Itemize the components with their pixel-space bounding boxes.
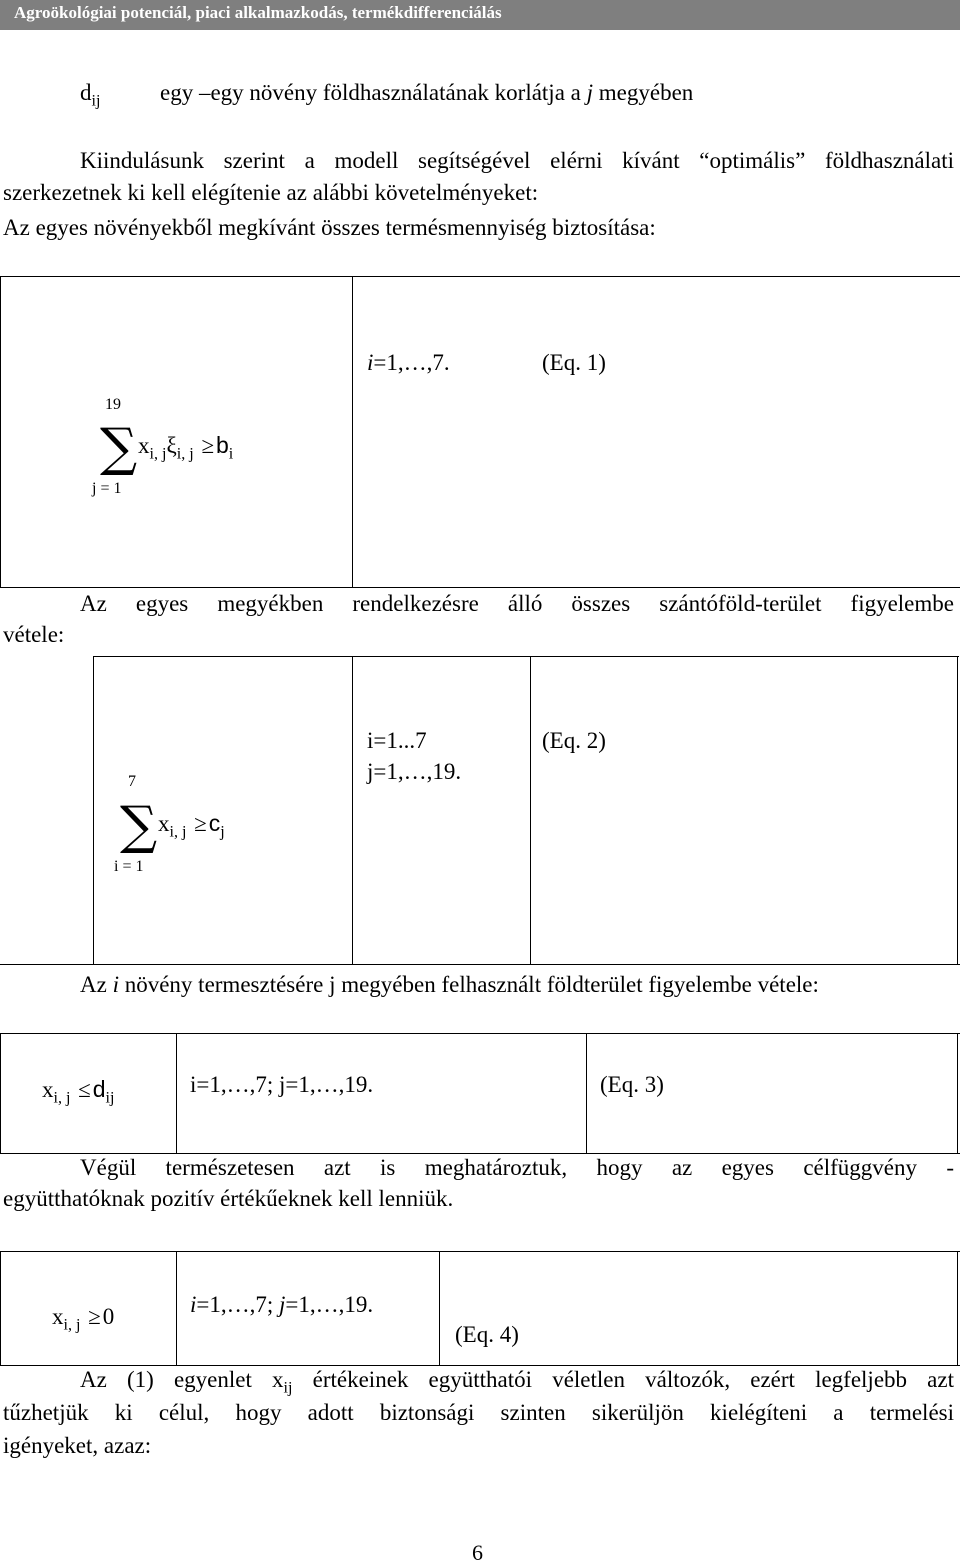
eq3-expression: $x_{i, j}$ ≤ $d_{ij}$ [42,1076,115,1107]
definition-symbol: $d_{ij}$ [80,80,101,110]
eq4-expression: $x_{i, j}$ ≥ 0 [52,1304,115,1334]
paragraph-1-line-1: Kiindulásunk szerint a modell segítségével elérni kívánt “optimális” földhasználati [80,148,954,173]
eq2-expression: $x_{i, j}$ ≥ $c_j$ [158,810,225,841]
eq2-sigma: ∑ [120,796,158,856]
paragraph-3-line-2: vétele: [3,622,65,647]
eq2-sum-lower: i = 1 [114,858,144,875]
running-header: Agroökológiai potenciál, piaci alkalmazkodás, termékdifferenciálás [0,0,960,30]
eq2-range-j: j=1,…,19. [367,759,462,784]
paragraph-1-line-2: szerkezetnek ki kell elégítenie az alábbi követelményeket: [3,180,539,205]
paragraph-5-line-2: együtthatóknak pozitív értékűeknek kell lenniük. [3,1186,454,1211]
eq2-sum-upper: 7 [128,773,136,790]
definition-text: egy –egy növény földhasználatának korlátja a j megyében [160,80,694,105]
eq1-label: (Eq. 1) [542,350,606,375]
paragraph-6-line-1: Az (1) egyenlet $x_{ij}$ értékeinek együtthatói véletlen változók, ezért legfeljebb azt [80,1367,954,1397]
eq3-label: (Eq. 3) [600,1072,664,1097]
paragraph-3-line-1: Az egyes megyékben rendelkezésre álló összes szántóföld-terület figyelembe [80,591,954,616]
paragraph-2: Az egyes növényekből megkívánt összes termésmennyiség biztosítása: [3,215,656,240]
paragraph-6-line-3: igényeket, azaz: [3,1433,152,1458]
eq1-expression: $x_{i, j}\xi_{i, j}$ ≥ $b_i$ [138,432,234,463]
paragraph-4: Az i növény termesztésére j megyében felhasznált földterület figyelembe vétele: [80,972,819,997]
eq3-range: i=1,…,7; j=1,…,19. [190,1072,374,1097]
eq2-label: (Eq. 2) [542,728,606,753]
paragraph-5-line-1: Végül természetesen azt is meghatároztuk, hogy az egyes célfüggvény - [80,1155,954,1180]
page-number: 6 [472,1540,483,1565]
eq2-range-i: i=1...7 [367,728,427,753]
eq1-sum-upper: 19 [105,396,121,413]
eq1-sigma: ∑ [100,418,138,478]
paragraph-6-line-2: tűzhetjük ki célul, hogy adott biztonsági szinten sikerüljön kielégíteni a termelési [3,1400,954,1425]
eq4-range: i=1,…,7; j=1,…,19. [190,1292,374,1317]
eq1-sum-lower: j = 1 [92,480,122,497]
eq1-range: i=1,…,7. [367,350,450,375]
eq4-label: (Eq. 4) [455,1322,519,1347]
